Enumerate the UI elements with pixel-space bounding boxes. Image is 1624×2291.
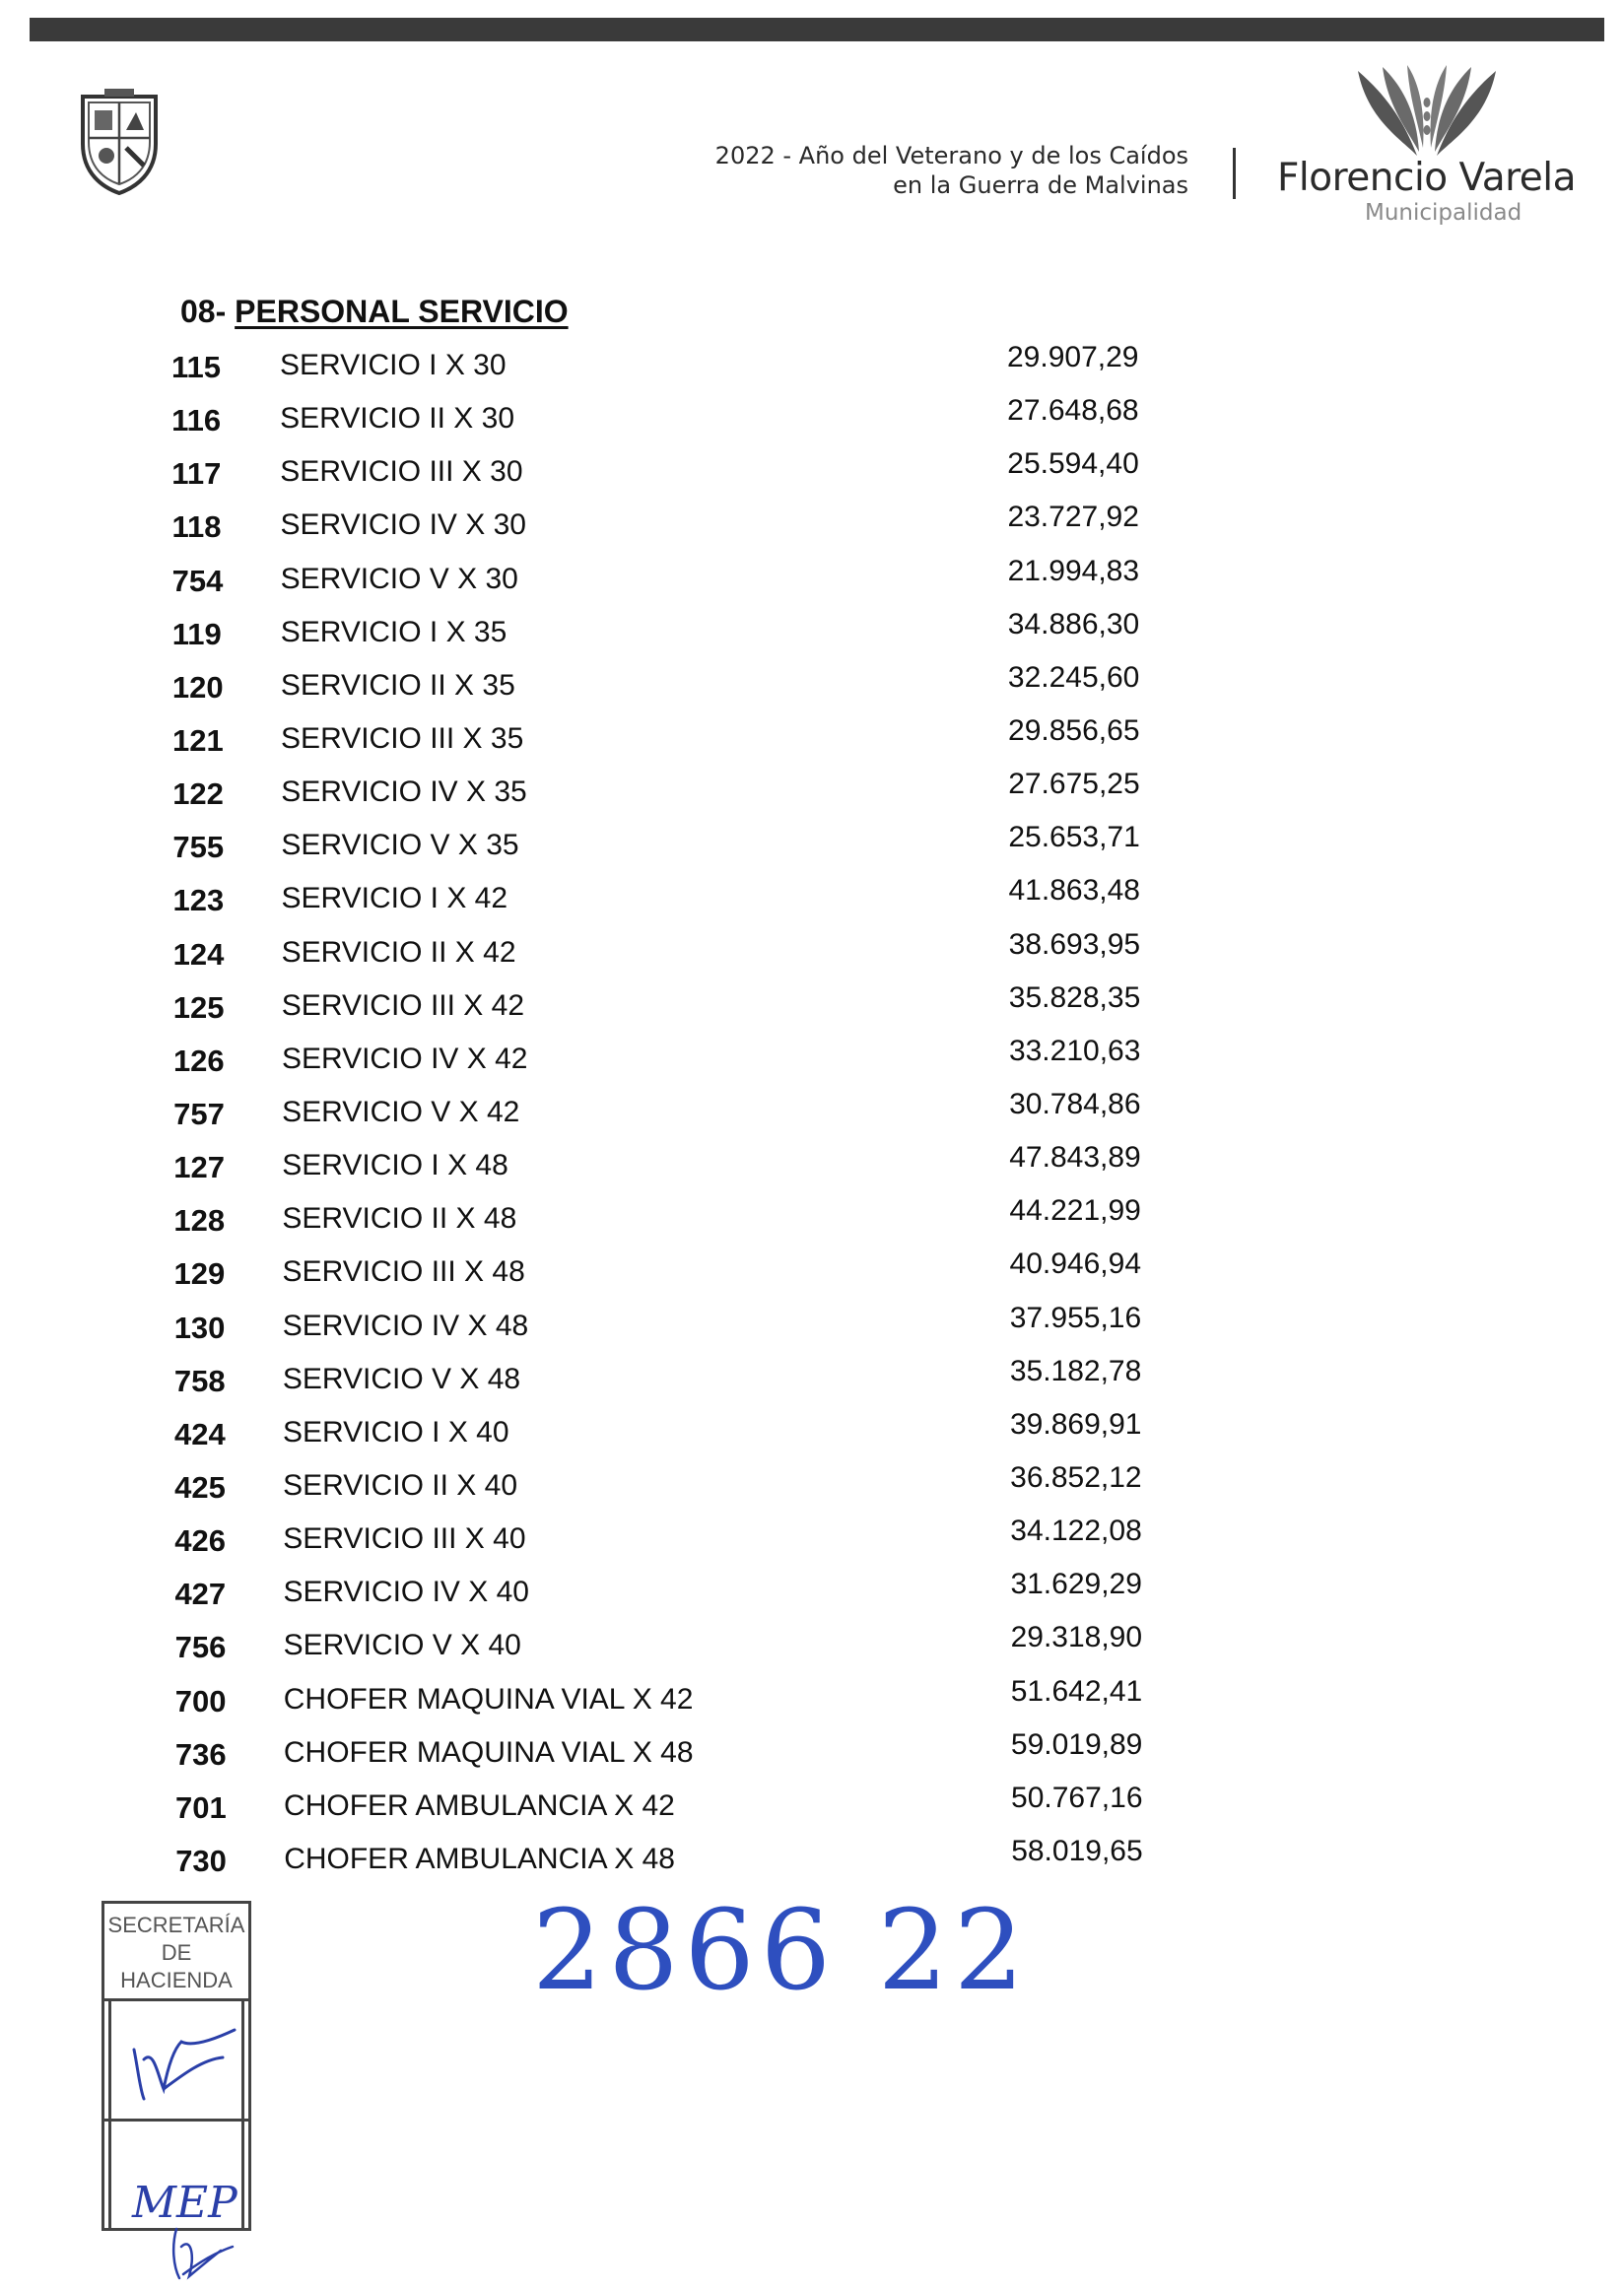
stamp-line-1: SECRETARÍA [107,1913,245,1937]
row-description: SERVICIO II X 30 [280,402,515,436]
row-description: SERVICIO V X 30 [280,562,518,595]
row-description: CHOFER AMBULANCIA X 48 [284,1842,675,1875]
row-code: 757 [173,1096,225,1131]
row-code: 119 [171,616,222,651]
row-description: SERVICIO I X 48 [282,1149,508,1182]
row-description: SERVICIO I X 40 [283,1415,509,1449]
table-row [0,1354,1624,1411]
stamp-divider [104,1998,248,2001]
row-code: 424 [174,1416,226,1451]
table-row [0,1194,1624,1250]
florencio-varela-logo-icon [1348,61,1506,160]
row-code: 130 [173,1310,226,1345]
initials-text: MEP [132,2178,237,2228]
row-code: 115 [171,350,222,384]
table-row [0,1034,1624,1091]
row-amount: 51.642,41 [1010,1674,1143,1708]
table-row [0,874,1624,930]
row-code: 116 [171,403,222,438]
row-code: 120 [171,669,224,705]
row-code: 129 [173,1256,226,1292]
table-row [0,980,1624,1038]
table-row [0,554,1624,611]
row-code: 736 [174,1736,227,1772]
table-row [0,1621,1624,1677]
row-code: 127 [173,1150,225,1185]
section-prefix: 08- [180,294,227,329]
row-description: SERVICIO IV X 42 [281,1042,528,1075]
table-row [0,1834,1624,1891]
table-row [0,394,1624,450]
row-code: 125 [172,989,225,1025]
row-description: SERVICIO II X 42 [281,935,516,969]
row-description: SERVICIO III X 40 [283,1522,526,1556]
row-amount: 35.828,35 [1008,980,1141,1014]
row-description: SERVICIO IV X 40 [283,1576,529,1609]
row-amount: 47.843,89 [1009,1141,1141,1175]
row-amount: 36.852,12 [1010,1460,1142,1494]
row-amount: 58.019,65 [1011,1834,1143,1867]
row-amount: 34.886,30 [1007,607,1140,640]
row-amount: 25.594,40 [1007,447,1139,481]
row-amount: 50.767,16 [1011,1781,1143,1814]
brand-subtitle: Municipalidad [1365,200,1522,226]
table-row [0,1087,1624,1144]
row-description: SERVICIO IV X 48 [282,1309,529,1342]
row-description: CHOFER MAQUINA VIAL X 48 [283,1735,694,1769]
handwritten-initials [122,2168,240,2286]
row-amount: 27.648,68 [1007,394,1139,428]
row-description: SERVICIO I X 42 [281,882,508,915]
row-description: SERVICIO II X 48 [282,1202,517,1236]
stamp-line-2: DE [161,1940,192,1965]
row-description: SERVICIO V X 40 [283,1629,521,1662]
table-row [0,1674,1624,1731]
row-amount: 35.182,78 [1009,1354,1142,1387]
row-amount: 34.122,08 [1010,1515,1142,1548]
row-amount: 40.946,94 [1009,1247,1142,1281]
table-row [0,1781,1624,1838]
row-amount: 59.019,89 [1010,1727,1143,1761]
row-amount: 29.856,65 [1008,713,1140,747]
row-code: 128 [173,1203,226,1239]
table-row [0,1517,1624,1571]
table-row [0,1568,1624,1624]
row-description: SERVICIO IV X 35 [281,775,527,809]
row-code: 118 [171,509,222,545]
table-row [0,341,1624,397]
row-amount: 27.675,25 [1008,768,1140,801]
signature-icon [124,2020,242,2109]
stamp-text [104,1912,248,1994]
table-row [0,1460,1624,1517]
row-amount: 31.629,29 [1010,1568,1142,1601]
row-amount: 23.727,92 [1007,501,1139,534]
row-amount: 39.869,91 [1010,1407,1142,1441]
table-row [0,501,1624,557]
row-description: SERVICIO III X 30 [280,455,523,489]
stamp-inner-border [108,1998,111,2230]
table-row [0,1247,1624,1304]
row-code: 117 [171,456,222,492]
row-amount: 29.318,90 [1010,1621,1143,1654]
row-code: 427 [174,1577,227,1612]
row-amount: 33.210,63 [1008,1034,1141,1067]
row-code: 425 [174,1469,226,1505]
row-description: SERVICIO V X 42 [282,1095,520,1128]
row-amount: 38.693,95 [1008,927,1141,961]
row-amount: 25.653,71 [1008,821,1140,854]
row-code: 730 [175,1843,227,1878]
row-description: SERVICIO V X 48 [282,1362,521,1395]
row-amount: 29.907,29 [1007,341,1139,373]
header-motto [715,141,1188,200]
table-row [0,660,1624,717]
row-amount: 37.955,16 [1009,1301,1142,1334]
table-row [0,768,1624,824]
stamp-divider [104,2119,248,2122]
salary-table [0,341,1624,1891]
table-row [0,821,1624,877]
row-amount: 44.221,99 [1009,1194,1141,1228]
row-description: SERVICIO I X 30 [280,349,507,381]
table-row [0,1727,1624,1785]
row-code: 426 [174,1523,227,1559]
brand-name: Florencio Varela [1277,156,1577,200]
header-divider [1233,148,1236,199]
row-description: SERVICIO V X 35 [281,829,519,862]
row-code: 121 [172,722,224,758]
row-description: SERVICIO I X 35 [280,615,508,648]
row-code: 122 [172,776,224,812]
row-description: CHOFER MAQUINA VIAL X 42 [283,1682,694,1716]
table-row [0,1407,1624,1464]
row-code: 124 [172,936,225,972]
section-heading: PERSONAL SERVICIO [235,294,569,329]
table-row [0,713,1624,771]
table-row [0,1141,1624,1197]
row-code: 126 [172,1043,225,1078]
row-description: SERVICIO III X 35 [281,721,524,755]
motto-line-2: en la Guerra de Malvinas [893,171,1188,199]
row-code: 123 [172,883,225,918]
row-description: SERVICIO III X 48 [282,1255,525,1289]
row-description: SERVICIO II X 40 [283,1468,518,1502]
row-description: CHOFER AMBULANCIA X 42 [284,1788,675,1822]
row-amount: 32.245,60 [1007,660,1140,694]
row-description: SERVICIO III X 42 [281,988,525,1022]
section-title [180,294,569,330]
row-code: 758 [173,1363,226,1398]
table-row [0,447,1624,504]
table-row [0,607,1624,664]
stamp-line-3: HACIENDA [120,1968,233,1992]
row-code: 700 [174,1683,227,1718]
row-code: 754 [171,563,224,598]
motto-line-1: 2022 - Año del Veterano y de los Caídos [714,142,1188,169]
row-amount: 30.784,86 [1009,1087,1141,1120]
row-description: SERVICIO II X 35 [280,668,515,702]
table-row [0,927,1624,984]
municipal-crest-icon [75,87,164,195]
row-code: 701 [175,1789,227,1825]
table-row [0,1301,1624,1358]
scan-top-band [30,18,1604,41]
row-code: 755 [172,830,225,865]
row-code: 756 [174,1630,227,1665]
row-description: SERVICIO IV X 30 [280,508,526,542]
resolution-number-stamp: 2866 22 [532,1887,1031,2015]
row-amount: 41.863,48 [1008,874,1140,908]
row-amount: 21.994,83 [1007,554,1140,587]
